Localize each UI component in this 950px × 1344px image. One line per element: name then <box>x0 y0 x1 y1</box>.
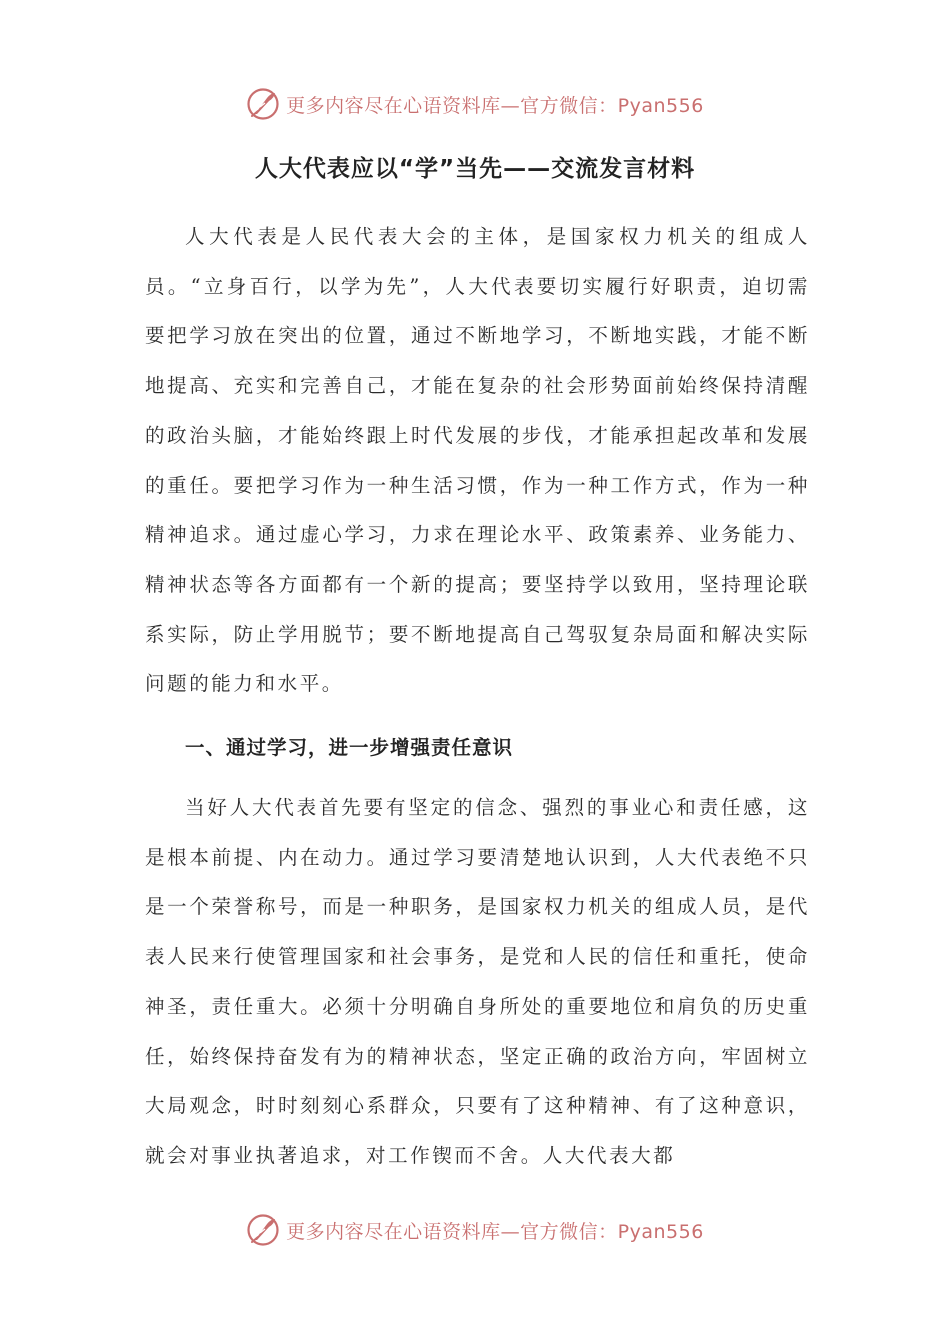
watermark-text <box>286 91 704 118</box>
watermark-site-text: 更多内容尽在心语资料库—官方微信： <box>286 94 618 117</box>
section-heading-1: 一、通过学习，进一步增强责任意识 <box>185 736 514 760</box>
watermark-text <box>286 1217 704 1244</box>
document-body <box>145 212 810 1181</box>
intro-paragraph: 人大代表是人民代表大会的主体，是国家权力机关的组成人员。“立身百行，以学为先”，人大代表要切实履行好职责，迫切需要把学习放在突出的位置，通过不断地学习，不断地实践，才能不断地提高、充实和完善自己，才能在复杂的社会形势面前始终保持清醒的政治头脑，才能始终跟上时代发展的步伐，才能承担起改革和发展的重任。要把学习作为一种生活习惯，作为一种工作方式，作为一种精神追求。通过虚心学习，力求在理论水平、政策素养、业务能力、精神状态等各方面都有一个新的提高；要坚持学以致用，坚持理论联系实际，防止学用脱节；要不断地提高自己驾驭复杂局面和解决实际问题的能力和水平。 <box>145 225 810 696</box>
quill-pen-logo-icon <box>246 1213 280 1247</box>
watermark-wechat-id: Pyan556 <box>617 94 704 117</box>
document-title: 人大代表应以“学”当先——交流发言材料 <box>254 156 696 182</box>
header-watermark <box>0 84 950 124</box>
watermark-site-text: 更多内容尽在心语资料库—官方微信： <box>286 1220 618 1243</box>
footer-watermark <box>0 1210 950 1250</box>
watermark-link[interactable] <box>246 1213 704 1247</box>
watermark-link[interactable] <box>246 87 704 121</box>
watermark-wechat-id: Pyan556 <box>617 1220 704 1243</box>
section-paragraph-1: 当好人大代表首先要有坚定的信念、强烈的事业心和责任感，这是根本前提、内在动力。通过学习要清楚地认识到，人大代表绝不只是一个荣誉称号，而是一种职务，是国家权力机关的组成人员，是代表人民来行使管理国家和社会事务，是党和人民的信任和重托，使命神圣，责任重大。必须十分明确自身所处的重要地位和肩负的历史重任，始终保持奋发有为的精神状态，坚定正确的政治方向，牢固树立大局观念，时时刻刻心系群众，只要有了这种精神、有了这种意识，就会对事业执著追求，对工作锲而不舍。人大代表大都 <box>145 796 810 1167</box>
quill-pen-logo-icon <box>246 87 280 121</box>
